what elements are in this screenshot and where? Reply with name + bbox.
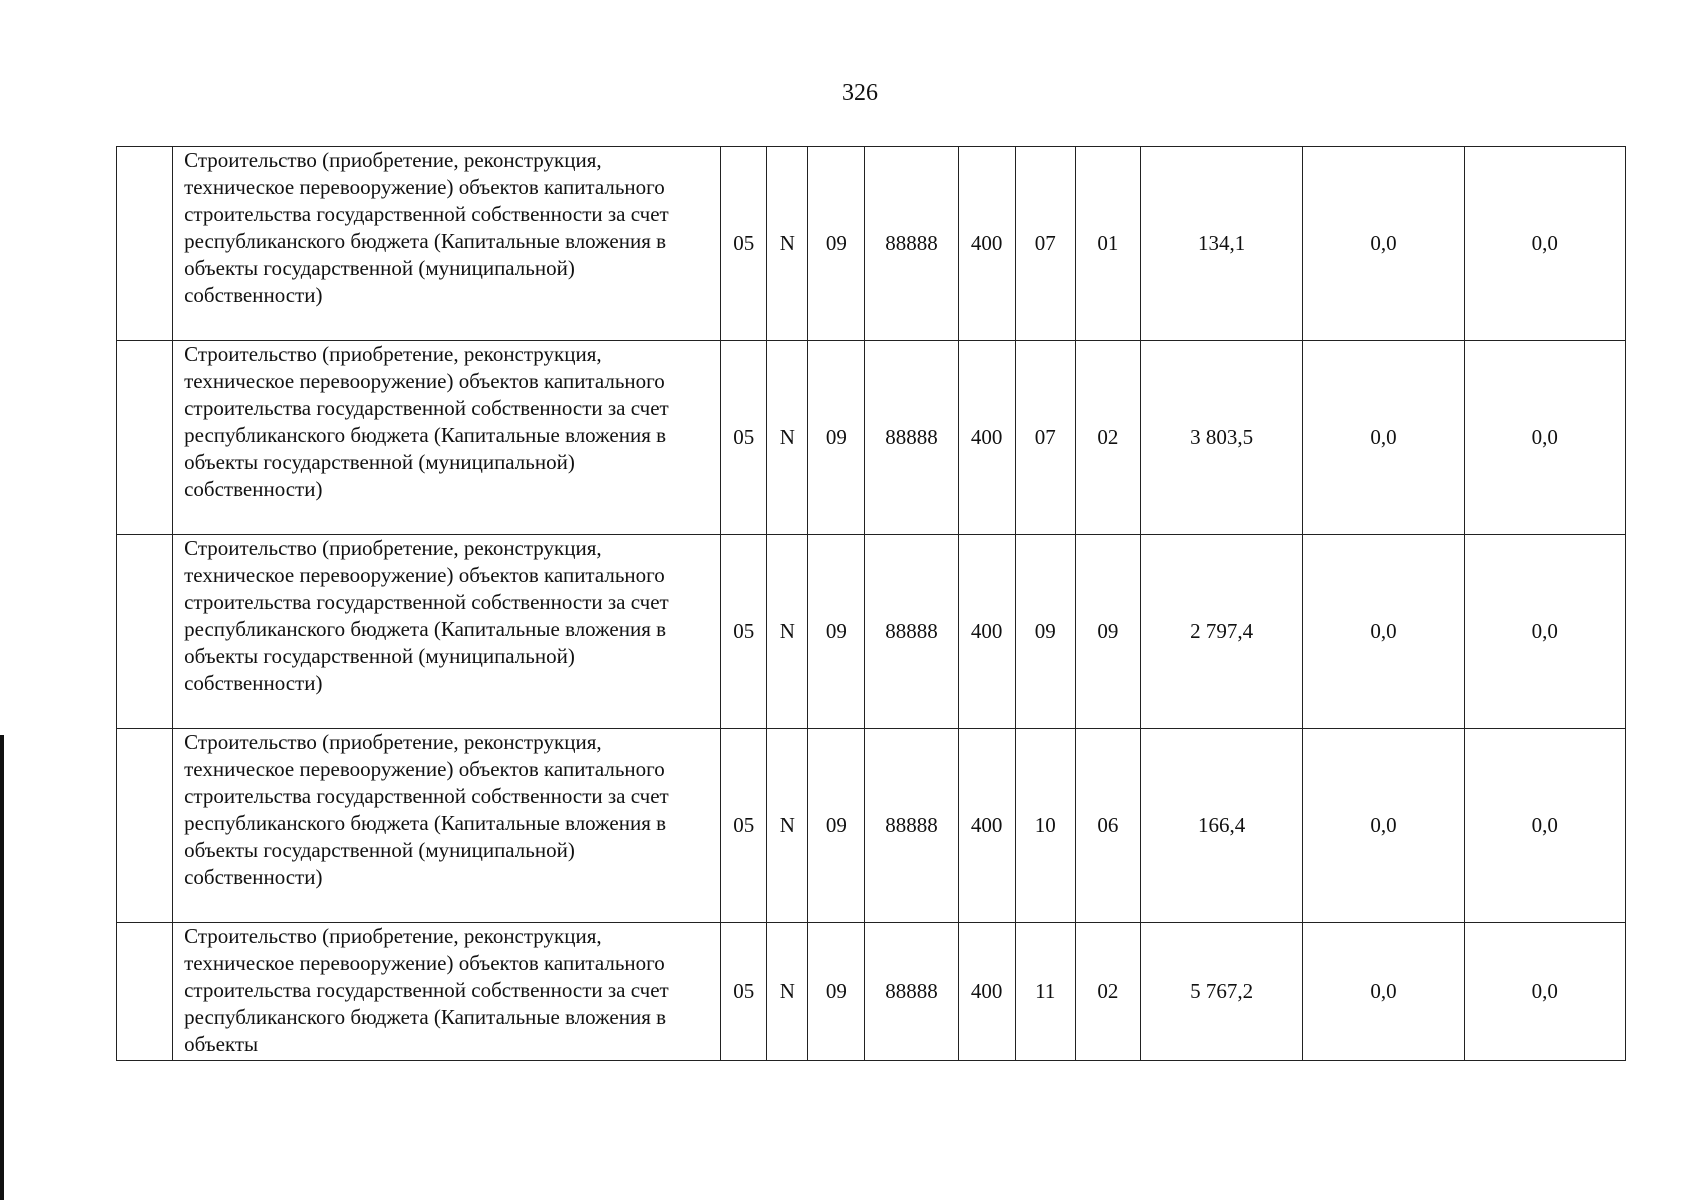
table-row	[117, 147, 1626, 341]
amount-cell: 0,0	[1464, 147, 1625, 341]
budget-table-container	[116, 146, 1626, 1061]
amount-cell: 0,0	[1303, 729, 1464, 923]
description-cell: Строительство (приобретение, реконструкция, техническое перевооружение) объектов капитального строительства государственной собственности за счет республиканского бюджета (Капитальные вложения в объекты государственной (муниципальной) собственности)	[173, 341, 721, 535]
code-cell: 09	[808, 923, 865, 1061]
code-cell: 11	[1015, 923, 1075, 1061]
amount-cell: 0,0	[1464, 341, 1625, 535]
row-number-cell	[117, 535, 173, 729]
amount-cell: 0,0	[1464, 535, 1625, 729]
code-cell: 09	[1075, 535, 1140, 729]
amount-cell: 0,0	[1464, 729, 1625, 923]
code-cell: 07	[1015, 147, 1075, 341]
code-cell: 88888	[865, 147, 958, 341]
code-cell: N	[767, 341, 808, 535]
table-row	[117, 729, 1626, 923]
code-cell: 88888	[865, 923, 958, 1061]
code-cell: 05	[721, 923, 767, 1061]
amount-cell: 0,0	[1303, 147, 1464, 341]
code-cell: 400	[958, 923, 1015, 1061]
amount-cell: 134,1	[1140, 147, 1302, 341]
row-number-cell	[117, 729, 173, 923]
code-cell: N	[767, 729, 808, 923]
code-cell: N	[767, 147, 808, 341]
code-cell: 02	[1075, 341, 1140, 535]
table-row	[117, 341, 1626, 535]
code-cell: 05	[721, 341, 767, 535]
amount-cell: 0,0	[1464, 923, 1625, 1061]
code-cell: 400	[958, 341, 1015, 535]
code-cell: 400	[958, 535, 1015, 729]
row-number-cell	[117, 147, 173, 341]
row-number-cell	[117, 923, 173, 1061]
code-cell: 05	[721, 729, 767, 923]
code-cell: 09	[1015, 535, 1075, 729]
table-row	[117, 535, 1626, 729]
code-cell: 400	[958, 147, 1015, 341]
table-row	[117, 923, 1626, 1061]
code-cell: 400	[958, 729, 1015, 923]
amount-cell: 5 767,2	[1140, 923, 1302, 1061]
code-cell: 88888	[865, 729, 958, 923]
code-cell: N	[767, 535, 808, 729]
scan-margin-bar	[0, 735, 4, 1200]
row-number-cell	[117, 341, 173, 535]
code-cell: 88888	[865, 341, 958, 535]
code-cell: 06	[1075, 729, 1140, 923]
amount-cell: 166,4	[1140, 729, 1302, 923]
code-cell: 10	[1015, 729, 1075, 923]
budget-table	[116, 146, 1626, 1061]
amount-cell: 2 797,4	[1140, 535, 1302, 729]
code-cell: 07	[1015, 341, 1075, 535]
code-cell: 09	[808, 341, 865, 535]
code-cell: 02	[1075, 923, 1140, 1061]
code-cell: 01	[1075, 147, 1140, 341]
code-cell: 09	[808, 147, 865, 341]
code-cell: 88888	[865, 535, 958, 729]
amount-cell: 0,0	[1303, 341, 1464, 535]
code-cell: 05	[721, 535, 767, 729]
amount-cell: 3 803,5	[1140, 341, 1302, 535]
code-cell: 09	[808, 535, 865, 729]
amount-cell: 0,0	[1303, 535, 1464, 729]
description-cell: Строительство (приобретение, реконструкция, техническое перевооружение) объектов капитального строительства государственной собственности за счет республиканского бюджета (Капитальные вложения в объекты государственной (муниципальной) собственности)	[173, 147, 721, 341]
page-number: 326	[842, 80, 878, 106]
amount-cell: 0,0	[1303, 923, 1464, 1061]
code-cell: 09	[808, 729, 865, 923]
description-cell: Строительство (приобретение, реконструкция, техническое перевооружение) объектов капитального строительства государственной собственности за счет республиканского бюджета (Капитальные вложения в объекты государственной (муниципальной) собственности)	[173, 535, 721, 729]
code-cell: N	[767, 923, 808, 1061]
description-cell: Строительство (приобретение, реконструкция, техническое перевооружение) объектов капитального строительства государственной собственности за счет республиканского бюджета (Капитальные вложения в объекты государственной (муниципальной) собственности)	[173, 729, 721, 923]
code-cell: 05	[721, 147, 767, 341]
description-cell: Строительство (приобретение, реконструкция, техническое перевооружение) объектов капитального строительства государственной собственности за счет республиканского бюджета (Капитальные вложения в объекты	[173, 923, 721, 1061]
